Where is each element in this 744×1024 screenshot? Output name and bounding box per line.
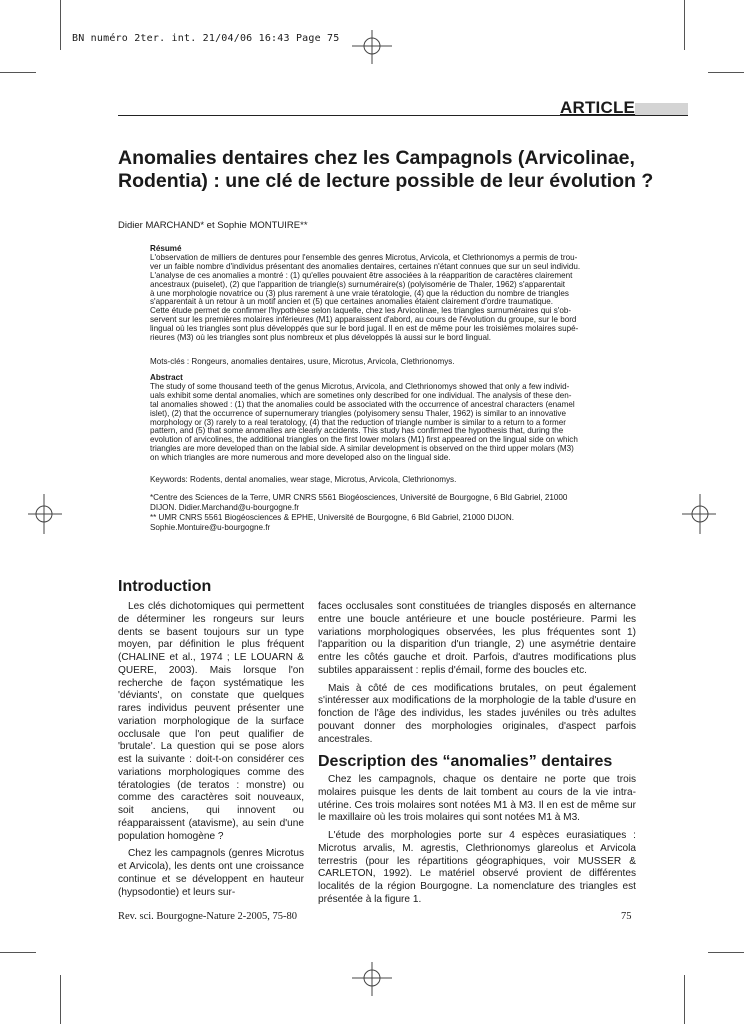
body-paragraph: faces occlusales sont constituées de triangles disposés en alternance entre une boucle antérieure et une boucle postérieure. Parmi les variations morphologiques observées, les plus fréquentes sont 1) l'apparition ou la disparition d'un triangle, 2) une asymétrie dentaire entre les côtés gauche et droit. Parfois, d'autres modifications plus subtiles apparaissent : replis d'émail, forme des boucles etc. — [318, 601, 636, 676]
abstract-line: triangles are more developed than on the labial side. A similar development is observed on the third upper molars (M3) — [150, 444, 574, 454]
article-label: ARTICLE — [560, 98, 636, 117]
resume-label: Résumé — [150, 244, 182, 253]
intro-paragraph: Les clés dichotomiques qui permettent de déterminer les rongeurs sur leurs dents se basent toujours sur un type moyen, par définition le plus fréquent (CHALINE et al., 1974 ; LE LOUARN & QUERE, 2003). Mais lorsque l'on recherche de façon systématique les 'déviants', on constate que quelques rares individus peuvent présenter une variation morphologique de la surface occlusale que l'on peut qualifier de 'brutale'. La question qui se pose alors est la suivante : doit-t-on considérer ces variations morphologiques comme des tératologies (de teratos : monstre) ou comme des caractères soit nouveaux, soit anciens, qui innovent ou réapparaissent (atavisme), au sein d'une population homogène ? — [118, 601, 304, 842]
resume-line: lingual où les triangles sont plus développés que sur le bord jugal. Il en est de même pour les troisièmes molaires supé- — [150, 324, 579, 334]
body-paragraph: L'étude des morphologies porte sur 4 espèces eurasiatiques : Microtus arvalis, M. agrestis, Clethrionomys glareolus et Arvicola terrestris (pour les répartitions géographiques, voir MUSSER & CARLETON, 1992). Le matériel observé provient de différentes localités de la région Bourgogne. La nomenclature des triangles est présentée à la figure 1. — [318, 830, 636, 905]
header-bar — [635, 103, 688, 115]
body-paragraph: Chez les campagnols, chaque os dentaire ne porte que trois molaires puisque les dents de lait tombent au cours de la vie intra-utérine. Ces trois molaires sont notées M1 à M3. Il en est de même sur le maxillaire où les trois molaires qui sont notées M1 à M3. — [318, 774, 636, 824]
abstract-line: on which triangles are more numerous and more developed also on the lingual side. — [150, 453, 451, 463]
resume-line: rieures (M3) où les triangles sont plus nombreux et plus développés là aussi sur le bord lingual. — [150, 333, 492, 343]
abstract-line: pattern, and (5) that some anomalies are clearly accidents. This study has confirmed the hypothesis that, during the — [150, 426, 564, 436]
abstract-line: tal anomalies showed : (1) that the anomalies could be associated with the occurrence of ancestral characters (enamel — [150, 399, 575, 409]
abstract-line: The study of some thousand teeth of the genus Microtus, Arvicola, and Clethrionomys showed that only a few individ- — [150, 381, 570, 391]
registration-mark-right — [682, 494, 716, 534]
resume-block — [150, 245, 638, 343]
left-column — [118, 601, 304, 899]
affiliation-line: DIJON. Didier.Marchand@u-bourgogne.fr — [150, 503, 300, 512]
abstract-label: Abstract — [150, 373, 183, 382]
registration-mark-left — [28, 494, 62, 534]
affiliations — [150, 493, 638, 533]
authors: Didier MARCHAND* et Sophie MONTUIRE** — [118, 220, 308, 231]
footer-citation: Rev. sci. Bourgogne-Nature 2-2005, 75-80 — [118, 911, 298, 922]
keywords: Keywords: Rodents, dental anomalies, wear stage, Microtus, Arvicola, Clethrionomys. — [150, 475, 457, 484]
resume-line: L'observation de milliers de dentures pour l'ensemble des genres Microtus, Arvicola, et Clethrionomys a permis de trou- — [150, 252, 578, 262]
mots-cles: Mots-clés : Rongeurs, anomalies dentaires, usure, Microtus, Arvicola, Clethrionomys. — [150, 357, 455, 366]
paper-title: Anomalies dentaires chez les Campagnols (Arvicolinae, Rodentia) : une clé de lecture possible de leur évolution ? — [118, 147, 654, 192]
abstract-line: evolution of arvicolines, the additional triangles on the first lower molars (M1) first appeared on the lingual side on which — [150, 435, 578, 445]
intro-paragraph: Chez les campagnols (genres Microtus et Arvicola), les dents ont une croissance continue et se développent en hauteur (hypsodontie) et leurs sur- — [118, 848, 304, 898]
abstract-line: uals exhibit some dental anomalies, which are sometines only described for one individual. The analysis of these den- — [150, 390, 572, 400]
affiliation-line: Sophie.Montuire@u-bourgogne.fr — [150, 523, 271, 532]
resume-line: ver un faible nombre d'individus présentant des anomalies dentaires, certaines n'étant connues que sur un seul individu. — [150, 261, 581, 271]
registration-mark-bottom — [352, 962, 392, 996]
body-paragraph: Mais à côté de ces modifications brutales, on peut également s'intéresser aux modifications de la morphologie de la table d'usure en fonction de l'âge des individus, les stades juvéniles ou très adultes pouvant donner des morphologies originales, d'aspect parfois ancestrales. — [318, 682, 636, 745]
page-number: 75 — [621, 911, 632, 922]
section-heading: Description des “anomalies” dentaires — [318, 753, 613, 770]
abstract-line: islet), (2) that the occurrence of supernumerary triangles (polyisomery sensu Thaler, 1962) is similar to an innovative — [150, 408, 566, 418]
resume-line: L'analyse de ces anomalies a montré : (1) qu'elles pouvaient être associées à la réapparition de caractères clairement — [150, 270, 573, 280]
abstract-block — [150, 374, 638, 463]
print-slug: BN numéro 2ter. int. 21/04/06 16:43 Page 75 — [72, 33, 340, 44]
resume-line: ancestraux (puiselet), (2) que l'apparition de triangle(s) surnuméraire(s) (polyisomérie de Thaler, 1962) s'apparentait — [150, 279, 566, 289]
right-column-lower — [318, 774, 636, 907]
abstract-line: morphology or (3) rarely to a real teratology, (4) that the reduction of triangle number is similar to a return to a former — [150, 417, 566, 427]
resume-line: s'apparentait à un retour à un motif ancien et (5) que certaines anomalies étaient clairement d'ordre traumatique. — [150, 297, 554, 307]
right-column — [318, 601, 636, 746]
resume-line: servent sur les premières molaires inférieures (M1) apparaissent d'abord, au cours de l'évolution du groupe, sur le bord — [150, 315, 577, 325]
resume-line: Cette étude permet de confirmer l'hypothèse selon laquelle, chez les Arvicolinae, les triangles surnuméraires qui s'ob- — [150, 306, 572, 316]
resume-line: à une morphologie novatrice ou (3) plus rarement à une vraie tératologie, (4) que la réduction du nombre de triangles — [150, 288, 569, 298]
intro-heading: Introduction — [118, 578, 212, 595]
affiliation-line: ** UMR CNRS 5561 Biogéosciences & EPHE, Université de Bourgogne, 6 Bld Gabriel, 21000 DIJON. — [150, 513, 514, 522]
registration-mark-top — [352, 30, 392, 64]
affiliation-line: *Centre des Sciences de la Terre, UMR CNRS 5561 Biogéosciences, Université de Bourgogne, 6 Bld Gabriel, 21000 — [150, 493, 568, 502]
